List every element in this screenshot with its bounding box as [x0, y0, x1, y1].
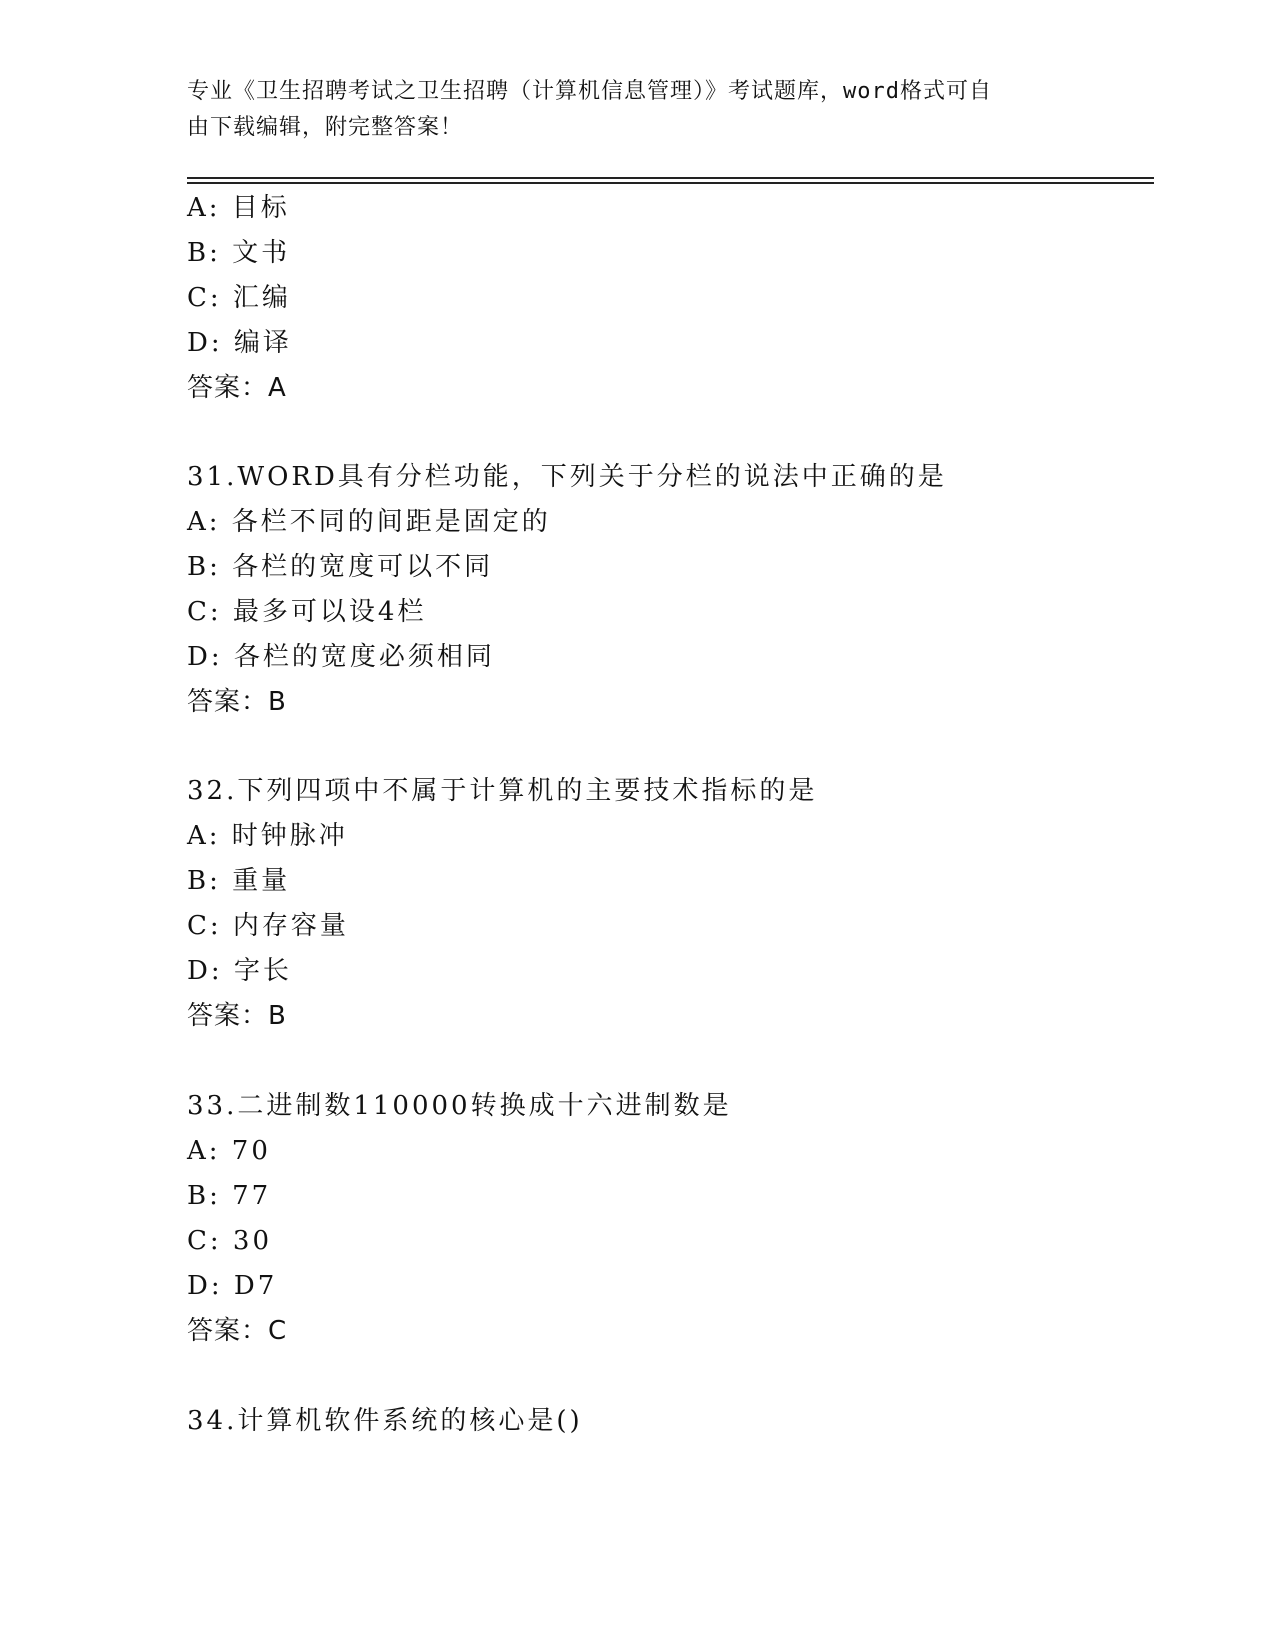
q34-question: 34.计算机软件系统的核心是(): [187, 1406, 583, 1436]
q32-question: 32.下列四项中不属于计算机的主要技术指标的是: [187, 776, 818, 806]
q31-question: 31.WORD具有分栏功能，下列关于分栏的说法中正确的是: [187, 462, 947, 492]
q33-option-b: B: 77: [187, 1181, 272, 1211]
q33-option-a: A: 70: [187, 1136, 271, 1166]
q31-option-b: B: 各栏的宽度可以不同: [187, 552, 494, 582]
q32-answer: 答案：B: [187, 1001, 287, 1031]
q32-option-d: D: 字长: [187, 956, 292, 986]
q31-option-a: A: 各栏不同的间距是固定的: [187, 507, 551, 537]
q33-option-c: C: 30: [187, 1226, 273, 1256]
intro-line-1: 专业《卫生招聘考试之卫生招聘（计算机信息管理）》考试题库，word格式可自: [187, 79, 992, 104]
q31-option-c: C: 最多可以设4栏: [187, 597, 427, 627]
q32-option-a: A: 时钟脉冲: [187, 821, 348, 851]
q31-option-d: D: 各栏的宽度必须相同: [187, 642, 495, 672]
q32-option-b: B: 重量: [187, 866, 291, 896]
intro-line-2: 由下载编辑，附完整答案！: [187, 115, 464, 140]
q30-option-c: C: 汇编: [187, 283, 291, 313]
q33-question: 33.二进制数110000转换成十六进制数是: [187, 1091, 732, 1121]
header-divider-bottom: [187, 182, 1154, 184]
q30-option-d: D: 编译: [187, 328, 292, 358]
q31-answer: 答案：B: [187, 687, 287, 717]
q30-option-b: B: 文书: [187, 238, 291, 268]
q30-answer: 答案：A: [187, 373, 287, 403]
q33-answer: 答案：C: [187, 1316, 288, 1346]
q33-option-d: D: D7: [187, 1271, 278, 1301]
document-intro: [187, 74, 1067, 146]
q30-option-a: A: 目标: [187, 193, 290, 223]
q32-option-c: C: 内存容量: [187, 911, 349, 941]
header-divider-top: [187, 177, 1154, 179]
